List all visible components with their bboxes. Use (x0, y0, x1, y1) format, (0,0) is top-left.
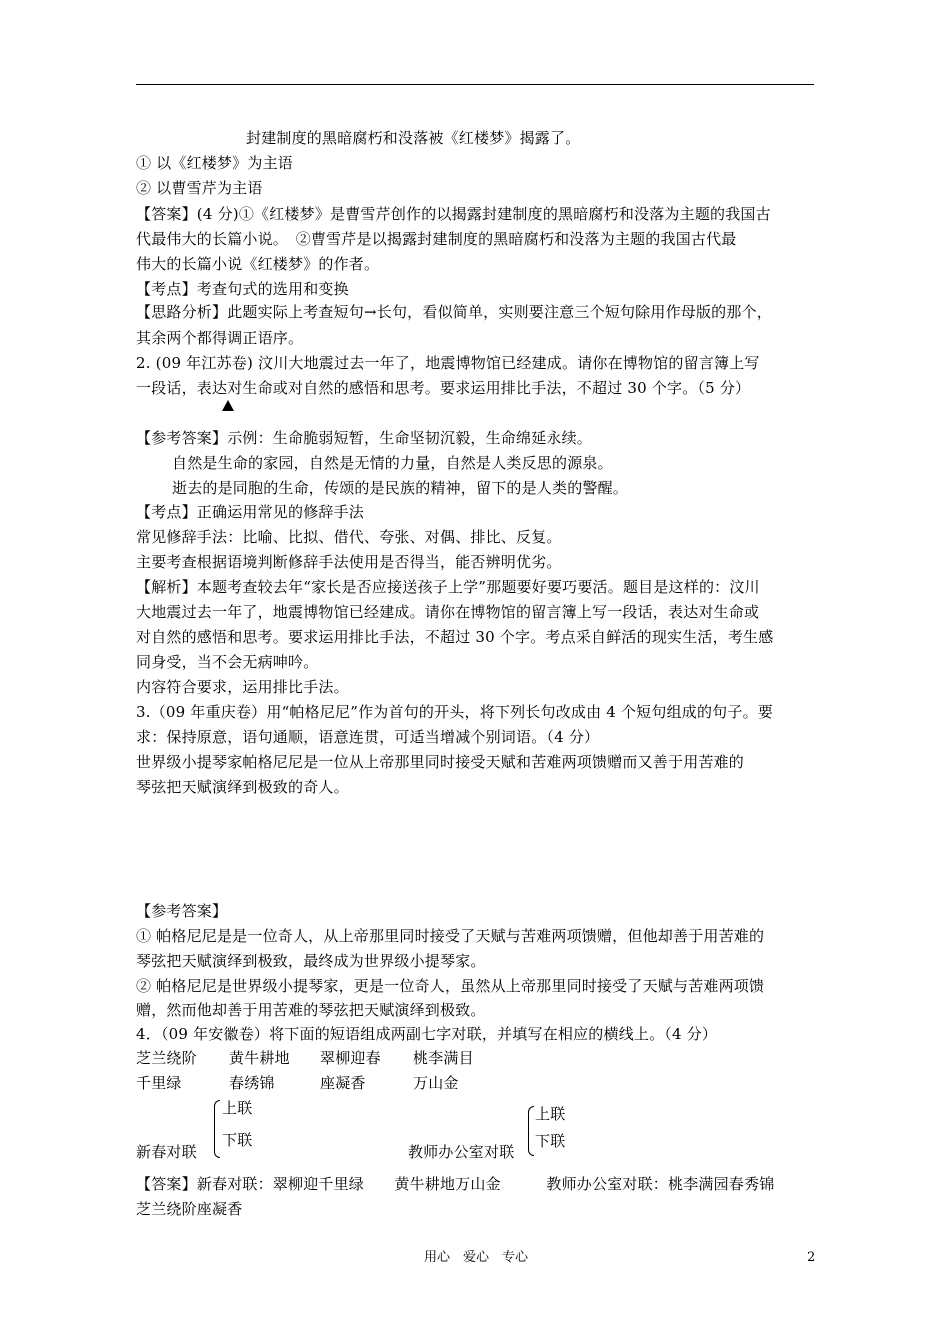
phrase: 黄牛耕地 (229, 1049, 290, 1067)
triangle-icon (222, 400, 234, 411)
text-line: ① 帕格尼尼是是一位奇人，从上帝那里同时接受了天赋与苦难两项馈赠，但他却善于用苦难的 (136, 927, 765, 945)
text-line: 主要考查根据语境判断修辞手法使用是否得当，能否辨明优劣。 (136, 553, 562, 571)
text-line: ② 帕格尼尼是世界级小提琴家，更是一位奇人，虽然从上帝那里同时接受了天赋与苦难两项馈 (136, 977, 765, 995)
text-line: 【参考答案】示例：生命脆弱短暂，生命坚韧沉毅，生命绵延永续。 (136, 429, 593, 447)
text-line: 对自然的感悟和思考。要求运用排比手法，不超过 30 个字。考点采自鲜活的现实生活，考生感 (136, 628, 774, 646)
text-line: 琴弦把天赋演绎到极致，最终成为世界级小提琴家。 (136, 952, 486, 970)
text-line: 逝去的是同胞的生命，传颂的是民族的精神，留下的是人类的警醒。 (172, 479, 629, 497)
brace-bracket (214, 1100, 220, 1158)
text-line: 赠，然而他却善于用苦难的琴弦把天赋演绎到极致。 (136, 1001, 486, 1019)
text-line: 其余两个都得调正语序。 (136, 329, 304, 347)
brace-bracket (528, 1106, 534, 1156)
text-line: 同身受，当不会无病呻吟。 (136, 653, 319, 671)
text-line: 内容符合要求，运用排比手法。 (136, 678, 349, 696)
text-line: 【答案】新春对联：翠柳迎千里绿 黄牛耕地万山金 教师办公室对联：桃李满园春秀锦 (136, 1175, 775, 1193)
text-line: 求：保持原意，语句通顺，语意连贯，可适当增减个别词语。（4 分） (136, 728, 600, 746)
text-line: 自然是生命的家园，自然是无情的力量，自然是人类反思的源泉。 (172, 454, 613, 472)
text-line: 琴弦把天赋演绎到极致的奇人。 (136, 778, 349, 796)
phrase: 芝兰绕阶 (136, 1049, 197, 1067)
couplet-upper-label: 上联 (535, 1105, 566, 1123)
text-line: 【思路分析】此题实际上考查短句→长句，看似简单，实则要注意三个短句除用作母版的那个， (136, 303, 772, 321)
text-line: 2. (09 年江苏卷) 汶川大地震过去一年了，地震博物馆已经建成。请你在博物馆的留言簿上写 (136, 354, 760, 372)
text-line: ① 以《红楼梦》为主语 (136, 154, 293, 172)
text-line: 【参考答案】 (136, 902, 228, 920)
text-line: 代最伟大的长篇小说。 ②曹雪芹是以揭露封建制度的黑暗腐朽和没落为主题的我国古代最 (136, 230, 737, 248)
text-line: 芝兰绕阶座凝香 (136, 1200, 243, 1218)
text-line: 封建制度的黑暗腐朽和没落被《红楼梦》揭露了。 (246, 129, 581, 147)
footer-motto: 用心 爱心 专心 (424, 1250, 529, 1265)
text-line: 大地震过去一年了，地震博物馆已经建成。请你在博物馆的留言簿上写一段话，表达对生命或 (136, 603, 760, 621)
text-line: 【考点】考查句式的选用和变换 (136, 280, 349, 298)
text-line: 【解析】本题考查较去年“家长是否应接送孩子上学”那题要好要巧要活。题目是这样的：汶川 (136, 578, 760, 596)
text-line: 常见修辞手法：比喻、比拟、借代、夸张、对偶、排比、反复。 (136, 528, 562, 546)
couplet-upper-label: 上联 (222, 1099, 253, 1117)
couplet-lower-label: 下联 (222, 1131, 253, 1149)
couplet-title: 教师办公室对联 (408, 1143, 515, 1161)
page-number: 2 (807, 1250, 816, 1265)
text-line: 4．（09 年安徽卷）将下面的短语组成两副七字对联，并填写在相应的横线上。（4 分） (136, 1025, 718, 1043)
phrase: 桃李满目 (413, 1049, 474, 1067)
text-line: 世界级小提琴家帕格尼尼是一位从上帝那里同时接受天赋和苦难两项馈赠而又善于用苦难的 (136, 753, 745, 771)
phrase: 春绣锦 (229, 1074, 275, 1092)
phrase: 万山金 (413, 1074, 459, 1092)
phrase: 座凝香 (320, 1074, 366, 1092)
text-line: 3.（09 年重庆卷）用“帕格尼尼”作为首句的开头，将下列长句改成由 4 个短句组成的句子。要 (136, 703, 773, 721)
text-line: 伟大的长篇小说《红楼梦》的作者。 (136, 255, 380, 273)
text-line: ② 以曹雪芹为主语 (136, 179, 263, 197)
text-line: 【考点】正确运用常见的修辞手法 (136, 503, 365, 521)
text-line: 一段话，表达对生命或对自然的感悟和思考。要求运用排比手法，不超过 30 个字。（5 分） (136, 379, 751, 397)
text-line: 【答案】(4 分)①《红楼梦》是曹雪芹创作的以揭露封建制度的黑暗腐朽和没落为主题的我国古 (136, 205, 771, 223)
header-rule (136, 84, 814, 85)
couplet-title: 新春对联 (136, 1143, 197, 1161)
phrase: 千里绿 (136, 1074, 182, 1092)
couplet-lower-label: 下联 (535, 1132, 566, 1150)
phrase: 翠柳迎春 (320, 1049, 381, 1067)
